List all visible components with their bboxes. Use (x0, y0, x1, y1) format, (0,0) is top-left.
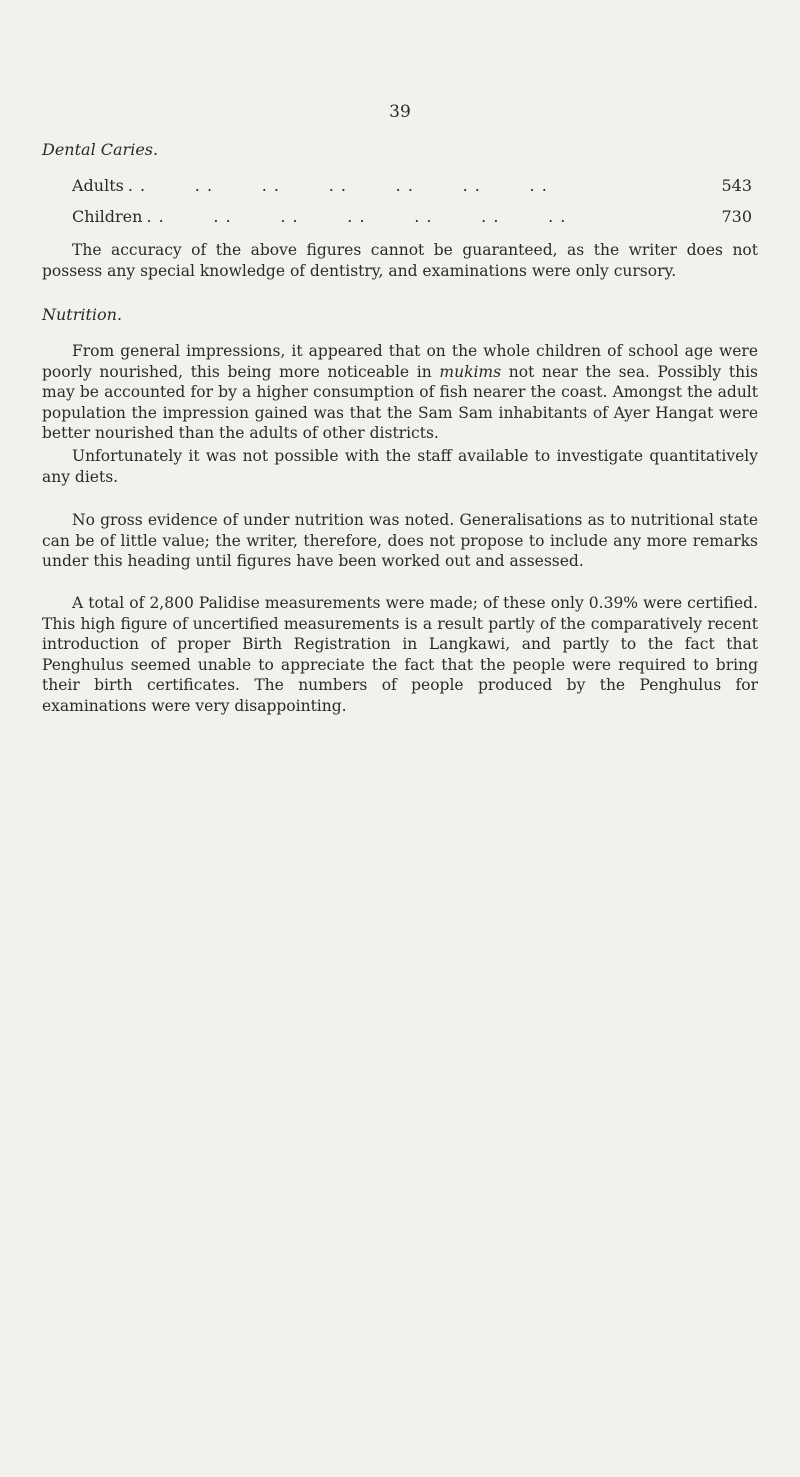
text: not near the sea. Possibly this may be accounted for by a higher consumption of fish nearer the coast. Amongst the adult population the impression gained was that the Sam Sam inhabitants of Ayer Hangat were better nourished than the adults of other districts. (42, 362, 758, 442)
row-label: Children (72, 207, 143, 226)
nutrition-paragraph-1 (42, 341, 758, 444)
page-number: 39 (389, 102, 411, 122)
dental-caries-heading: Dental Caries. (42, 140, 159, 159)
emphasis-mukims: mukims (439, 362, 502, 381)
row-value: 730 (721, 207, 752, 226)
nutrition-paragraph-2: Unfortunately it was not possible with the staff available to investigate quantitatively any diets. (42, 447, 758, 486)
row-label: Adults (72, 176, 124, 195)
text: From general impressions, it appeared that on the whole children of school age were poorly nourished, this being more noticeable in (42, 342, 758, 381)
dental-note: The accuracy of the above figures cannot be guaranteed, as the writer does not possess any special knowledge of dentistry, and examinations were only cursory. (42, 241, 758, 280)
leader-dots: . . . . . . . . . . . . . . (127, 176, 548, 195)
nutrition-paragraph-4: A total of 2,800 Palidise measurements were made; of these only 0.39% were certified. This high figure of uncertified measurements is a result partly of the comparatively recent introduction of proper Birth Registration in Langkawi, and partly to the fact that Penghulus seemed unable to appreciate the fact that the people were required to bring their birth certificates. The numbers of people produced by the Penghulus for examinations were very disappointing. (42, 594, 758, 715)
nutrition-paragraph-3: No gross evidence of under nutrition was noted. Generalisations as to nutritional state can be of little value; the writer, therefore, does not propose to include any more remarks under this heading until figures have been worked out and assessed. (42, 511, 758, 570)
row-value: 543 (721, 176, 752, 195)
dental-row-children (72, 207, 752, 226)
leader-dots: . . . . . . . . . . . . . . (146, 207, 567, 226)
dental-row-adults (72, 176, 752, 195)
nutrition-heading: Nutrition. (42, 305, 123, 324)
